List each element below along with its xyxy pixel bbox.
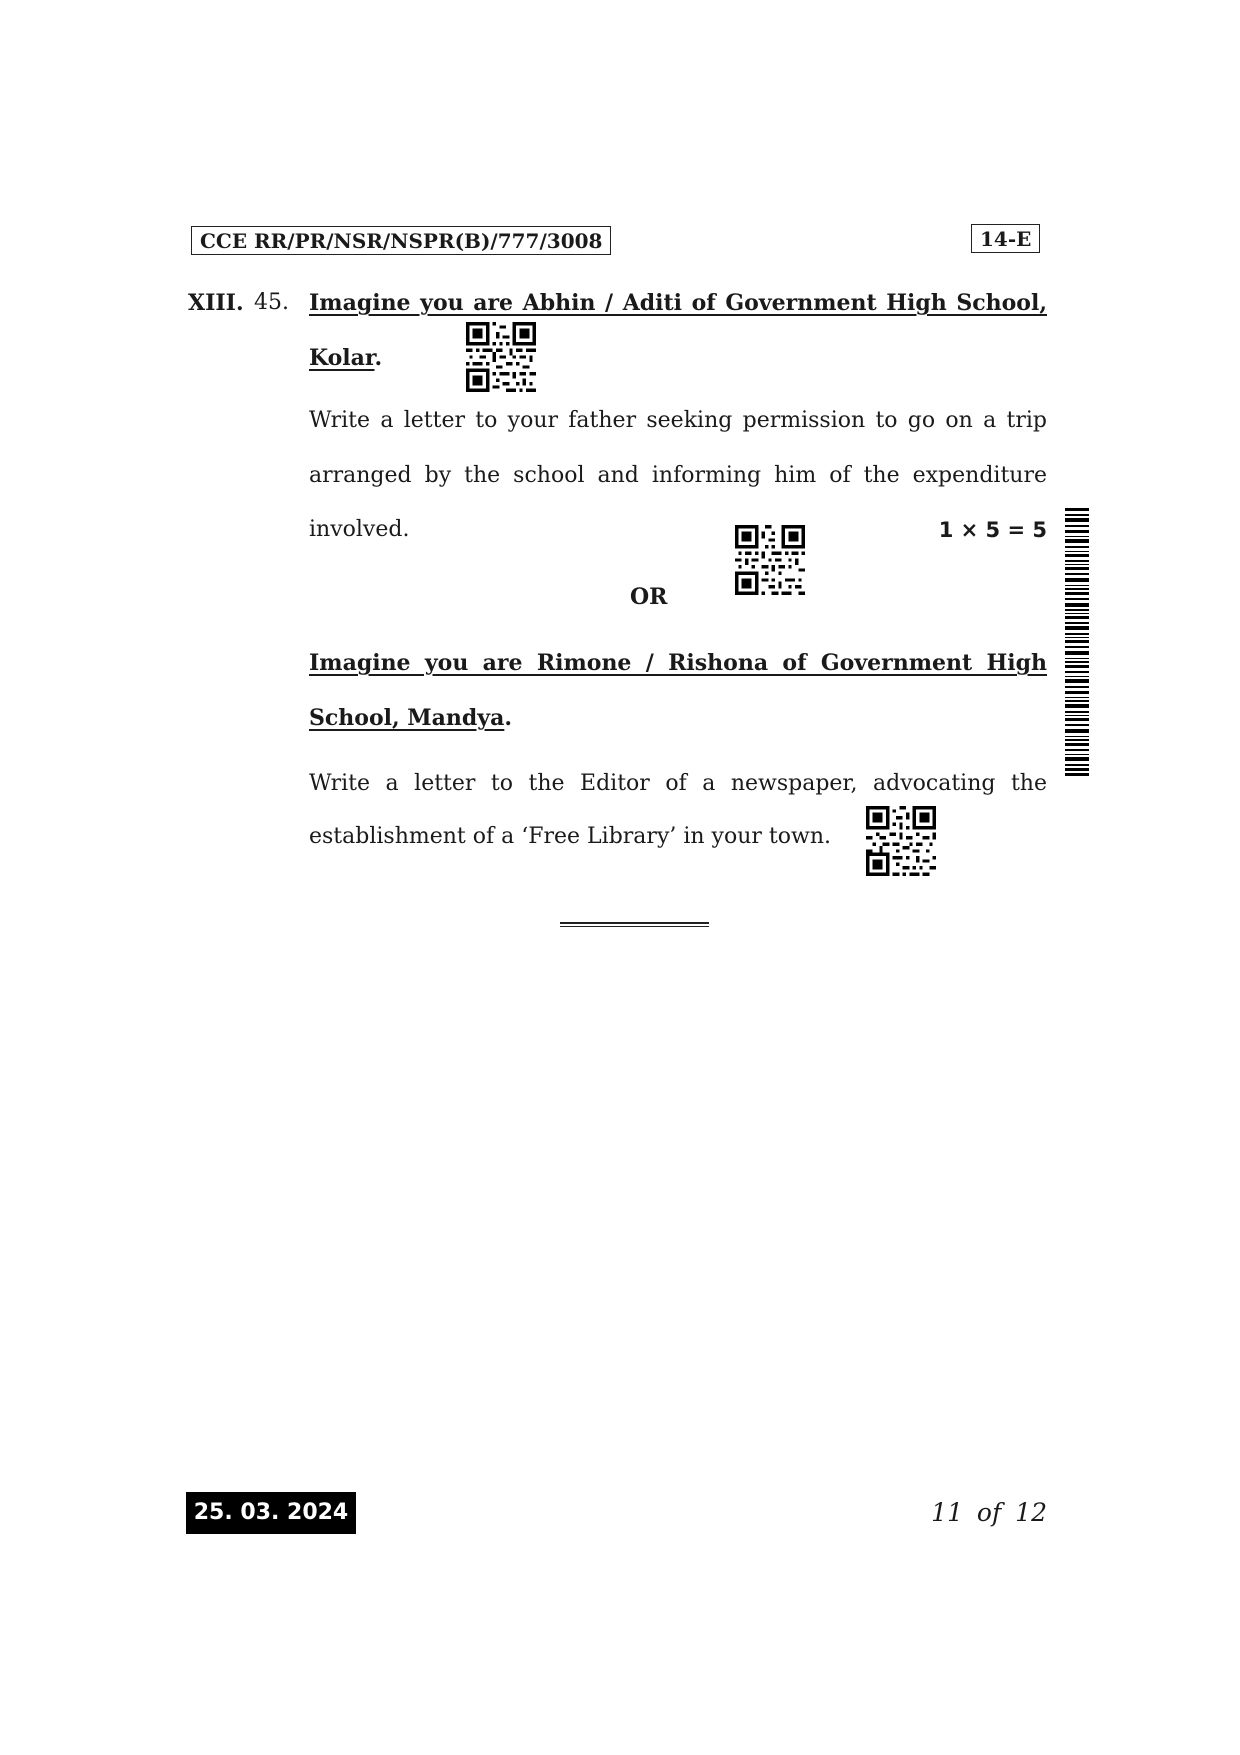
section-label: XIII. <box>188 290 244 316</box>
exam-date: 25. 03. 2024 <box>186 1492 356 1534</box>
option-a-body-line1: Write a letter to your father seeking permission to go on a trip <box>309 408 1047 433</box>
option-b-heading-line1: Imagine you are Rimone / Rishona of Government High <box>309 650 1047 676</box>
paper-id: 14-E <box>971 224 1040 253</box>
question-number: 45. <box>254 290 289 315</box>
qr-code-icon <box>466 322 536 392</box>
or-separator: OR <box>630 584 668 610</box>
option-b-body-line2: establishment of a ‘Free Library’ in your town. <box>309 824 831 849</box>
option-a-heading-line2: Kolar. <box>309 345 383 371</box>
paper-code: CCE RR/PR/NSR/NSPR(B)/777/3008 <box>191 226 611 255</box>
option-b-body-line1: Write a letter to the Editor of a newspaper, advocating the <box>309 771 1047 796</box>
marks-allocation: 1 × 5 = 5 <box>938 518 1047 542</box>
option-b-heading-line2: School, Mandya. <box>309 705 512 731</box>
page-number: 11 of 12 <box>931 1498 1047 1527</box>
option-a-body-line3: involved. <box>309 517 410 542</box>
option-a-heading-line1: Imagine you are Abhin / Aditi of Government High School, <box>309 290 1047 316</box>
qr-code-icon <box>866 806 936 876</box>
option-a-body-line2: arranged by the school and informing him of the expenditure <box>309 463 1047 488</box>
qr-code-icon <box>735 525 805 595</box>
barcode-icon <box>1065 508 1089 776</box>
end-of-page-rule <box>560 922 709 928</box>
